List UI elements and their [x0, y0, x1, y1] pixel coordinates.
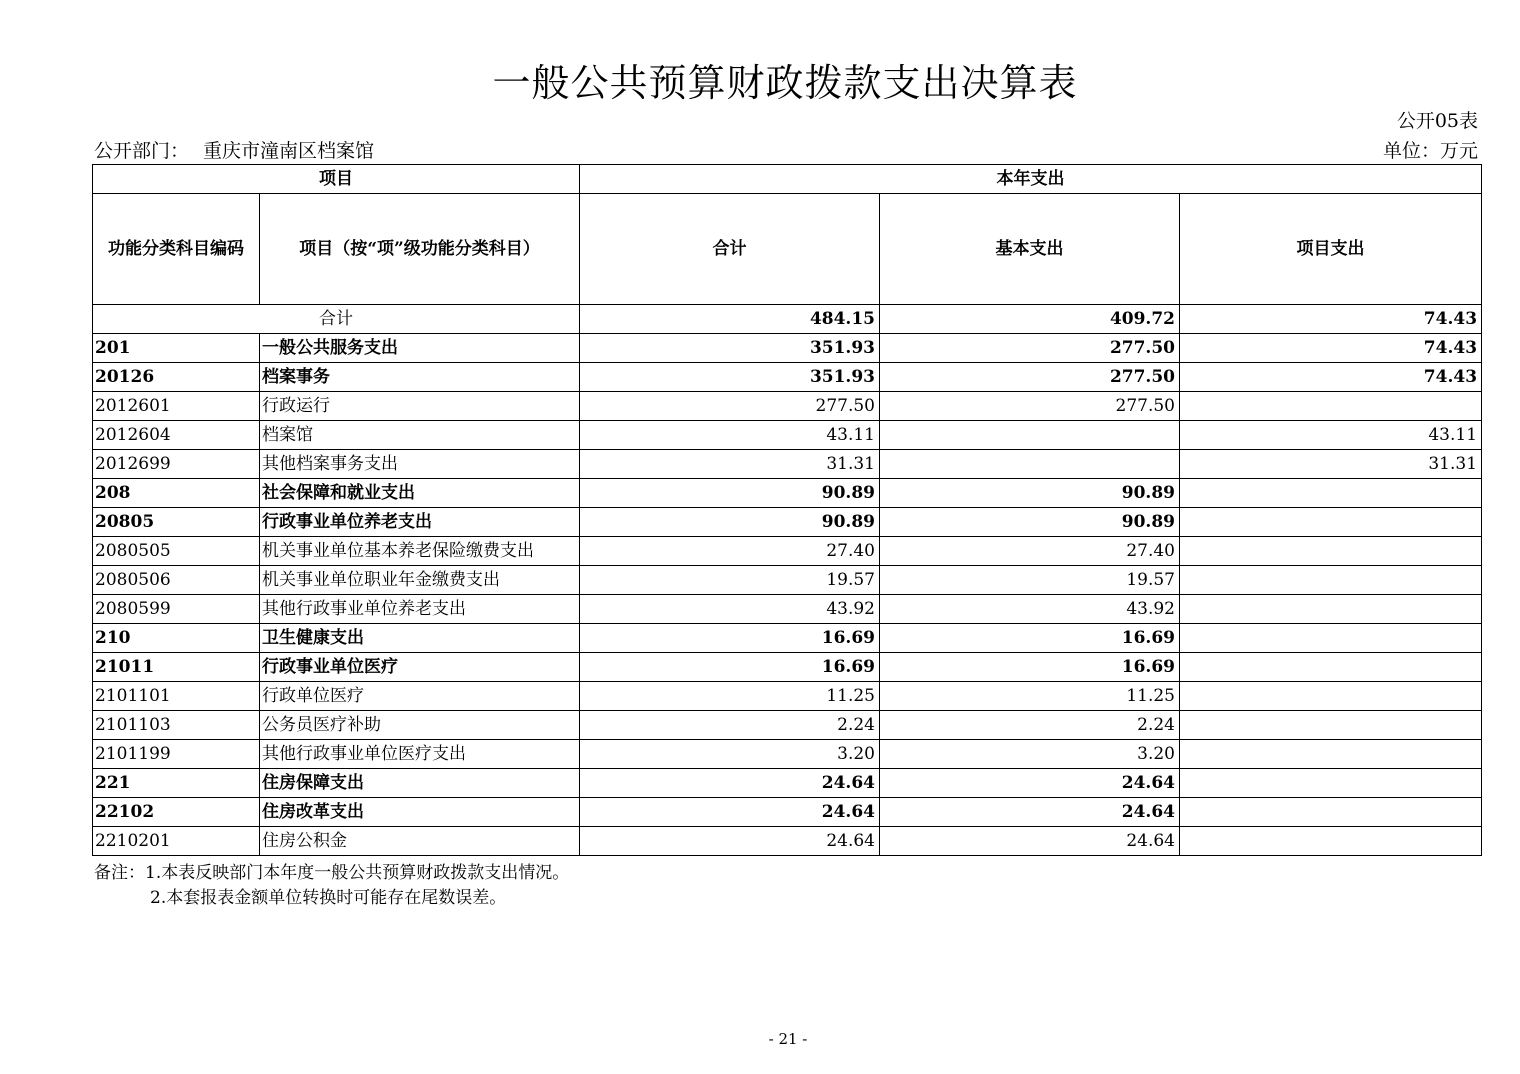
row-name: 行政事业单位养老支出	[260, 508, 580, 537]
row-name: 卫生健康支出	[260, 624, 580, 653]
row-total: 3.20	[580, 740, 880, 769]
note-line-1: 备注：1.本表反映部门本年度一般公共预算财政拨款支出情况。	[94, 863, 570, 883]
row-code: 20805	[93, 508, 260, 537]
table-row	[93, 740, 1482, 769]
row-project	[1180, 595, 1482, 624]
row-code: 20126	[93, 363, 260, 392]
row-total: 24.64	[580, 827, 880, 856]
row-name: 行政单位医疗	[260, 682, 580, 711]
row-project	[1180, 479, 1482, 508]
row-total: 351.93	[580, 334, 880, 363]
page-title: 一般公共预算财政拨款支出决算表	[492, 61, 1078, 105]
row-name: 机关事业单位职业年金缴费支出	[260, 566, 580, 595]
row-code: 2080505	[93, 537, 260, 566]
row-project	[1180, 740, 1482, 769]
row-basic: 3.20	[880, 740, 1180, 769]
row-project	[1180, 769, 1482, 798]
row-code: 2101103	[93, 711, 260, 740]
row-total: 43.92	[580, 595, 880, 624]
row-project	[1180, 711, 1482, 740]
row-basic: 19.57	[880, 566, 1180, 595]
row-project	[1180, 624, 1482, 653]
row-basic: 277.50	[880, 334, 1180, 363]
table-row	[93, 653, 1482, 682]
row-project: 43.11	[1180, 421, 1482, 450]
row-project: 74.43	[1180, 363, 1482, 392]
row-code: 2080506	[93, 566, 260, 595]
row-total: 351.93	[580, 363, 880, 392]
unit-label: 单位：万元	[1382, 140, 1478, 162]
header-project: 项目支出	[1180, 194, 1482, 305]
header-row-columns	[93, 194, 1482, 305]
table-row	[93, 769, 1482, 798]
row-name: 其他行政事业单位养老支出	[260, 595, 580, 624]
row-total: 90.89	[580, 479, 880, 508]
row-code: 2080599	[93, 595, 260, 624]
row-project	[1180, 537, 1482, 566]
row-basic	[880, 421, 1180, 450]
row-code: 210	[93, 624, 260, 653]
row-name: 住房保障支出	[260, 769, 580, 798]
page-number: - 21 -	[768, 1030, 808, 1048]
row-project	[1180, 682, 1482, 711]
notes	[94, 861, 569, 911]
row-project	[1180, 508, 1482, 537]
row-total: 2.24	[580, 711, 880, 740]
row-basic: 27.40	[880, 537, 1180, 566]
row-project: 31.31	[1180, 450, 1482, 479]
header-row-group	[93, 165, 1482, 194]
row-name: 机关事业单位基本养老保险缴费支出	[260, 537, 580, 566]
table-row	[93, 334, 1482, 363]
row-basic: 16.69	[880, 653, 1180, 682]
total-row	[93, 305, 1482, 334]
row-project	[1180, 392, 1482, 421]
table-row	[93, 566, 1482, 595]
row-name: 档案馆	[260, 421, 580, 450]
row-project	[1180, 827, 1482, 856]
table-row	[93, 450, 1482, 479]
row-name: 行政运行	[260, 392, 580, 421]
table-row	[93, 363, 1482, 392]
row-basic: 277.50	[880, 392, 1180, 421]
table-row	[93, 798, 1482, 827]
total-amount: 484.15	[580, 305, 880, 334]
row-total: 27.40	[580, 537, 880, 566]
row-basic: 24.64	[880, 798, 1180, 827]
table-row	[93, 624, 1482, 653]
row-total: 90.89	[580, 508, 880, 537]
note-line-2: 2.本套报表金额单位转换时可能存在尾数误差。	[150, 888, 507, 908]
row-code: 21011	[93, 653, 260, 682]
table-row	[93, 682, 1482, 711]
row-total: 277.50	[580, 392, 880, 421]
table-row	[93, 392, 1482, 421]
row-code: 2101101	[93, 682, 260, 711]
total-basic: 409.72	[880, 305, 1180, 334]
table-row	[93, 421, 1482, 450]
row-basic: 24.64	[880, 827, 1180, 856]
row-code: 201	[93, 334, 260, 363]
row-basic: 2.24	[880, 711, 1180, 740]
header-item-group: 项目	[93, 165, 580, 194]
table-row	[93, 827, 1482, 856]
row-code: 2101199	[93, 740, 260, 769]
row-total: 43.11	[580, 421, 880, 450]
row-name: 一般公共服务支出	[260, 334, 580, 363]
header-total: 合计	[580, 194, 880, 305]
form-number: 公开05表	[1396, 110, 1478, 132]
row-name: 住房公积金	[260, 827, 580, 856]
table-row	[93, 595, 1482, 624]
header-name: 项目（按“项”级功能分类科目）	[260, 194, 580, 305]
row-total: 16.69	[580, 653, 880, 682]
row-project	[1180, 566, 1482, 595]
row-code: 22102	[93, 798, 260, 827]
row-name: 档案事务	[260, 363, 580, 392]
total-project: 74.43	[1180, 305, 1482, 334]
row-name: 其他行政事业单位医疗支出	[260, 740, 580, 769]
row-name: 其他档案事务支出	[260, 450, 580, 479]
row-code: 221	[93, 769, 260, 798]
row-total: 16.69	[580, 624, 880, 653]
table-row	[93, 508, 1482, 537]
row-project: 74.43	[1180, 334, 1482, 363]
row-basic: 277.50	[880, 363, 1180, 392]
row-code: 2012699	[93, 450, 260, 479]
row-name: 公务员医疗补助	[260, 711, 580, 740]
department-name: 重庆市潼南区档案馆	[203, 140, 375, 162]
row-code: 2012601	[93, 392, 260, 421]
row-basic: 11.25	[880, 682, 1180, 711]
header-year-group: 本年支出	[580, 165, 1482, 194]
row-basic: 16.69	[880, 624, 1180, 653]
row-code: 2012604	[93, 421, 260, 450]
row-basic	[880, 450, 1180, 479]
row-project	[1180, 653, 1482, 682]
row-total: 24.64	[580, 798, 880, 827]
row-code: 2210201	[93, 827, 260, 856]
department-line	[94, 136, 374, 163]
header-code: 功能分类科目编码	[93, 194, 260, 305]
row-name: 住房改革支出	[260, 798, 580, 827]
total-label: 合计	[93, 305, 580, 334]
header-basic: 基本支出	[880, 194, 1180, 305]
table-row	[93, 479, 1482, 508]
department-label: 公开部门：	[94, 140, 190, 162]
table-row	[93, 711, 1482, 740]
row-basic: 90.89	[880, 508, 1180, 537]
row-total: 11.25	[580, 682, 880, 711]
row-basic: 43.92	[880, 595, 1180, 624]
row-name: 社会保障和就业支出	[260, 479, 580, 508]
expenditure-table	[92, 164, 1482, 856]
row-total: 19.57	[580, 566, 880, 595]
row-name: 行政事业单位医疗	[260, 653, 580, 682]
row-project	[1180, 798, 1482, 827]
table-row	[93, 537, 1482, 566]
row-total: 31.31	[580, 450, 880, 479]
row-code: 208	[93, 479, 260, 508]
row-total: 24.64	[580, 769, 880, 798]
row-basic: 24.64	[880, 769, 1180, 798]
row-basic: 90.89	[880, 479, 1180, 508]
